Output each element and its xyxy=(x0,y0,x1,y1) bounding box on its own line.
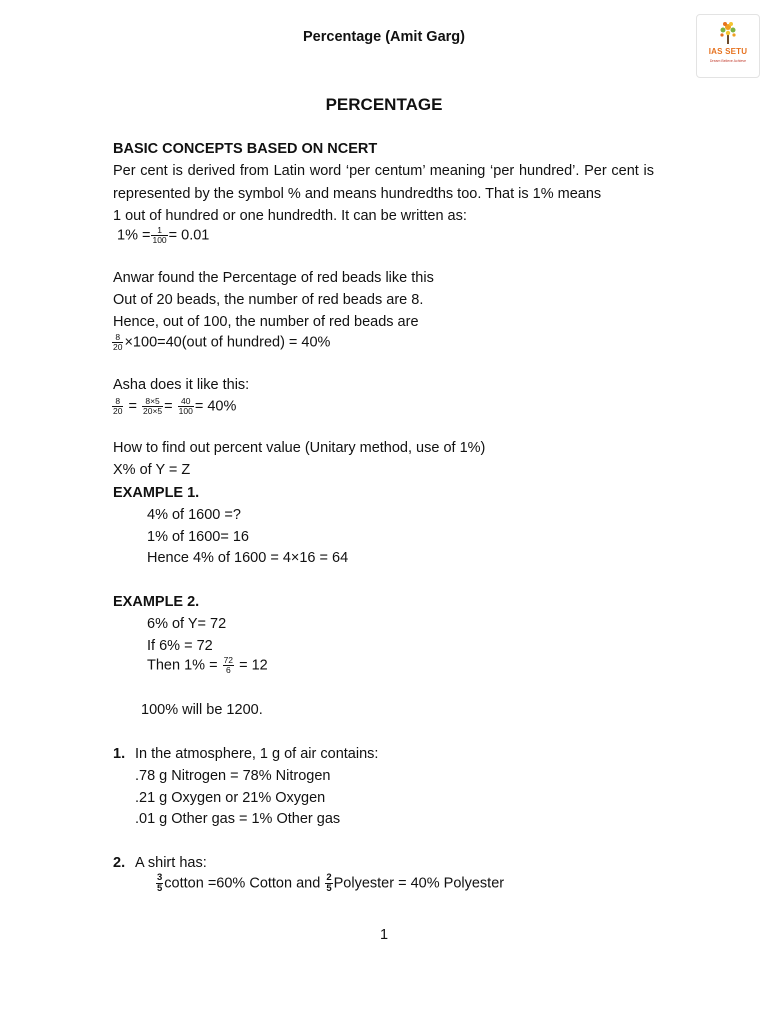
example-1-line-3: Hence 4% of 1600 = 4×16 = 64 xyxy=(147,550,349,566)
fraction-3-over-5: $\frac{3}{5}$ xyxy=(157,872,163,894)
unitary-line-2: X% of Y = Z xyxy=(113,462,191,478)
example-2-line-1: 6% of Y= 72 xyxy=(147,616,227,632)
item-2-cotton-text: cotton =60% Cotton and xyxy=(164,875,321,892)
fraction-72-over-6: $\frac{72}{6}$ xyxy=(223,655,234,675)
example-2-line-3 xyxy=(147,656,268,675)
item-1-line-2: .78 g Nitrogen = 78% Nitrogen xyxy=(135,768,331,784)
item-1-line-4: .01 g Other gas = 1% Other gas xyxy=(135,811,341,827)
anwar-eq-suffix: ×100=40(out of hundred) = 40% xyxy=(124,334,331,351)
item-1-line-3: .21 g Oxygen or 21% Oxygen xyxy=(135,790,326,806)
intro-eq-prefix: 1% = xyxy=(117,227,151,244)
example-1-title: EXAMPLE 1. xyxy=(113,485,200,501)
example-2-eq-suffix: = 12 xyxy=(239,657,268,674)
anwar-equation xyxy=(111,333,330,352)
fraction-asha-3: $\frac{40}{100}$ xyxy=(178,396,193,416)
fraction-2-over-5: $\frac{2}{5}$ xyxy=(326,872,332,894)
asha-equation xyxy=(111,397,236,416)
logo-name: IAS SETU xyxy=(708,47,748,56)
asha-line-1: Asha does it like this: xyxy=(113,377,250,393)
item-2-polyester-text: Polyester = 40% Polyester xyxy=(333,875,505,892)
asha-eq-sign-2: = xyxy=(164,398,173,415)
page-heading: PERCENTAGE xyxy=(325,95,443,114)
unitary-line-1: How to find out percent value (Unitary method, use of 1%) xyxy=(113,440,486,456)
intro-line-3: 1 out of hundred or one hundredth. It can be written as: xyxy=(113,208,467,224)
header-title: Percentage (Amit Garg) xyxy=(303,29,465,45)
item-2-number: 2. xyxy=(113,855,126,871)
example-1-line-1: 4% of 1600 =? xyxy=(147,507,241,523)
fraction-8-over-20: $\frac{8}{20}$ xyxy=(113,332,123,352)
anwar-line-1: Anwar found the Percentage of red beads like this xyxy=(113,270,434,286)
example-1-line-2: 1% of 1600= 16 xyxy=(147,529,249,545)
intro-line-1: Per cent is derived from Latin word ‘per centum’ meaning ‘per hundred’. Per cent is xyxy=(113,163,654,179)
section-title: BASIC CONCEPTS BASED ON NCERT xyxy=(113,141,378,157)
example-2-line-4: 100% will be 1200. xyxy=(141,702,263,718)
intro-eq-suffix: = 0.01 xyxy=(168,227,210,244)
fraction-asha-1: $\frac{8}{20}$ xyxy=(113,396,123,416)
item-2-line-1: A shirt has: xyxy=(135,855,207,871)
page-number: 1 xyxy=(379,927,389,943)
asha-eq-sign-1: = xyxy=(128,398,137,415)
intro-line-2: represented by the symbol % and means hundredths too. That is 1% means xyxy=(113,186,602,202)
item-1-line-1: In the atmosphere, 1 g of air contains: xyxy=(135,746,379,762)
example-2-line-2: If 6% = 72 xyxy=(147,638,213,654)
fraction-1-over-100: $\frac{1}{100}$ xyxy=(152,225,167,245)
tree-logo-icon xyxy=(717,19,739,45)
anwar-line-2: Out of 20 beads, the number of red beads are 8. xyxy=(113,292,424,308)
intro-equation xyxy=(117,226,209,245)
example-2-title: EXAMPLE 2. xyxy=(113,594,200,610)
logo-tagline: Dream Believe Achieve xyxy=(709,59,747,63)
ias-setu-logo xyxy=(696,14,760,78)
item-1-number: 1. xyxy=(113,746,126,762)
fraction-asha-2: $\frac{8\times 5}{20\times 5}$ xyxy=(143,396,163,416)
example-2-eq-prefix: Then 1% = xyxy=(147,657,218,674)
anwar-line-3: Hence, out of 100, the number of red beads are xyxy=(113,314,419,330)
asha-eq-result: = 40% xyxy=(194,398,237,415)
item-2-line-2 xyxy=(155,873,504,894)
